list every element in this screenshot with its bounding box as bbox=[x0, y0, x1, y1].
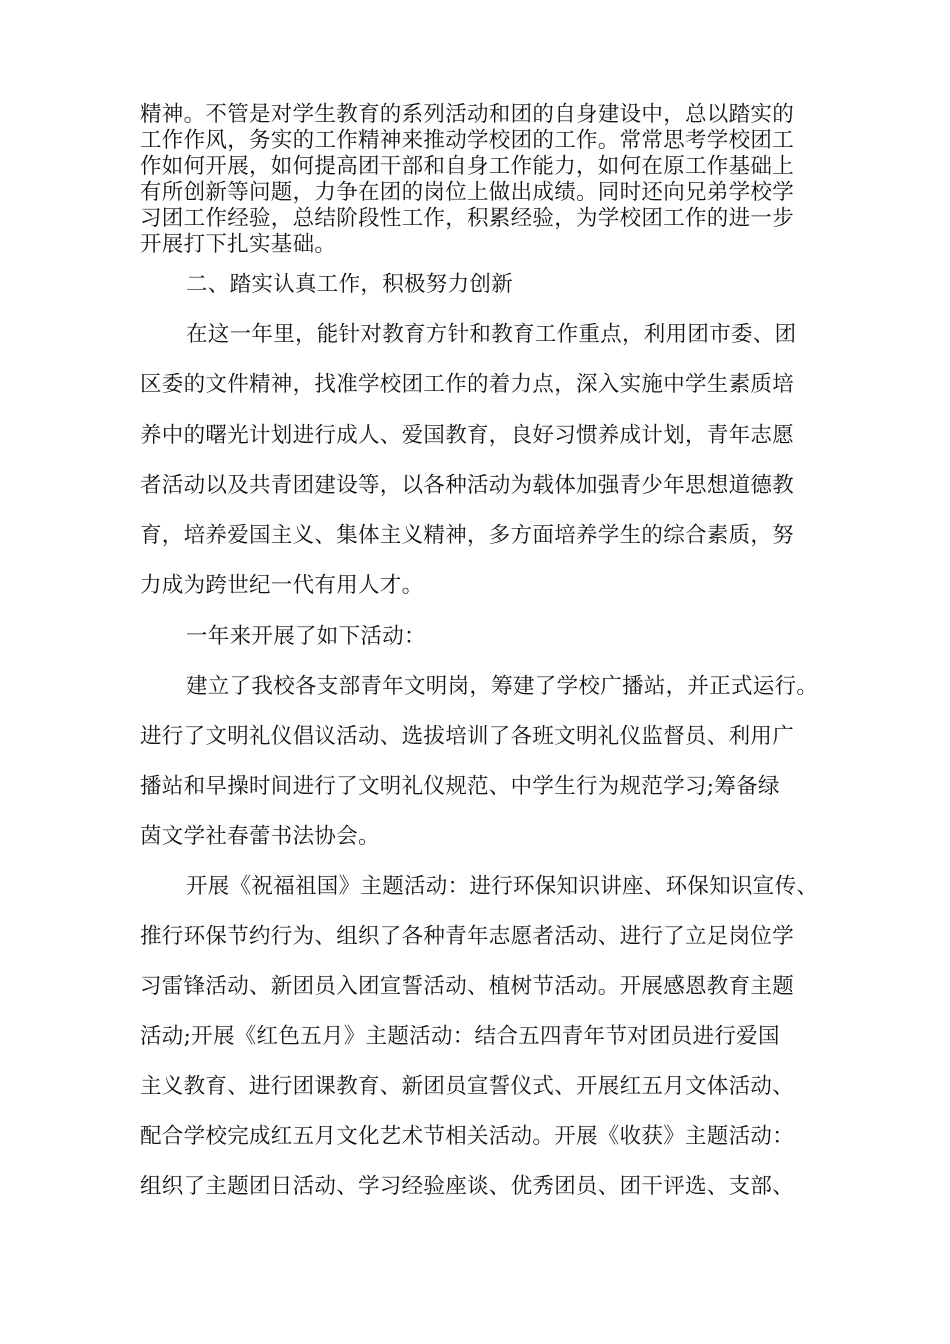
paragraph-line: 茵文学社春蕾书法协会。 bbox=[140, 824, 380, 849]
paragraph-line: 建立了我校各支部青年文明岗，筹建了学校广播站，并正式运行。 bbox=[186, 674, 819, 699]
paragraph-line: 习雷锋活动、新团员入团宣誓活动、植树节活动。开展感恩教育主题 bbox=[140, 974, 795, 999]
section-heading: 二、踏实认真工作，积极努力创新 bbox=[186, 272, 514, 297]
paragraph-line: 工作作风，务实的工作精神来推动学校团的工作。常常思考学校团工 bbox=[140, 128, 795, 153]
paragraph-line: 一年来开展了如下活动： bbox=[186, 624, 426, 649]
paragraph-line: 推行环保节约行为、组织了各种青年志愿者活动、进行了立足岗位学 bbox=[140, 924, 795, 949]
paragraph-line: 配合学校完成红五月文化艺术节相关活动。开展《收获》主题活动： bbox=[140, 1124, 795, 1149]
paragraph-line: 力成为跨世纪一代有用人才。 bbox=[140, 573, 424, 598]
paragraph-line: 开展《祝福祖国》主题活动：进行环保知识讲座、环保知识宣传、 bbox=[186, 874, 819, 899]
paragraph-line: 活动;开展《红色五月》主题活动：结合五四青年节对团员进行爱国 bbox=[140, 1024, 780, 1049]
paragraph-line: 组织了主题团日活动、学习经验座谈、优秀团员、团干评选、支部、 bbox=[140, 1174, 795, 1199]
paragraph-line: 播站和早操时间进行了文明礼仪规范、中学生行为规范学习;筹备绿 bbox=[140, 774, 780, 799]
paragraph-line: 开展打下扎实基础。 bbox=[140, 232, 337, 257]
paragraph-line: 主义教育、进行团课教育、新团员宣誓仪式、开展红五月文体活动、 bbox=[140, 1074, 795, 1099]
paragraph-line: 精神。不管是对学生教育的系列活动和团的自身建设中，总以踏实的 bbox=[140, 102, 795, 127]
paragraph-line: 有所创新等问题，力争在团的岗位上做出成绩。同时还向兄弟学校学 bbox=[140, 180, 795, 205]
paragraph-line: 养中的曙光计划进行成人、爱国教育，良好习惯养成计划，青年志愿 bbox=[140, 423, 795, 448]
paragraph-line: 作如何开展，如何提高团干部和自身工作能力，如何在原工作基础上 bbox=[140, 154, 795, 179]
paragraph-line: 区委的文件精神，找准学校团工作的着力点，深入实施中学生素质培 bbox=[140, 372, 795, 397]
paragraph-line: 习团工作经验，总结阶段性工作，积累经验，为学校团工作的进一步 bbox=[140, 206, 795, 231]
paragraph-line: 者活动以及共青团建设等，以各种活动为载体加强青少年思想道德教 bbox=[140, 473, 795, 498]
paragraph-line: 在这一年里，能针对教育方针和教育工作重点，利用团市委、团 bbox=[186, 322, 797, 347]
paragraph-line: 育，培养爱国主义、集体主义精神，多方面培养学生的综合素质，努 bbox=[140, 523, 795, 548]
paragraph-line: 进行了文明礼仪倡议活动、选拔培训了各班文明礼仪监督员、利用广 bbox=[140, 724, 795, 749]
